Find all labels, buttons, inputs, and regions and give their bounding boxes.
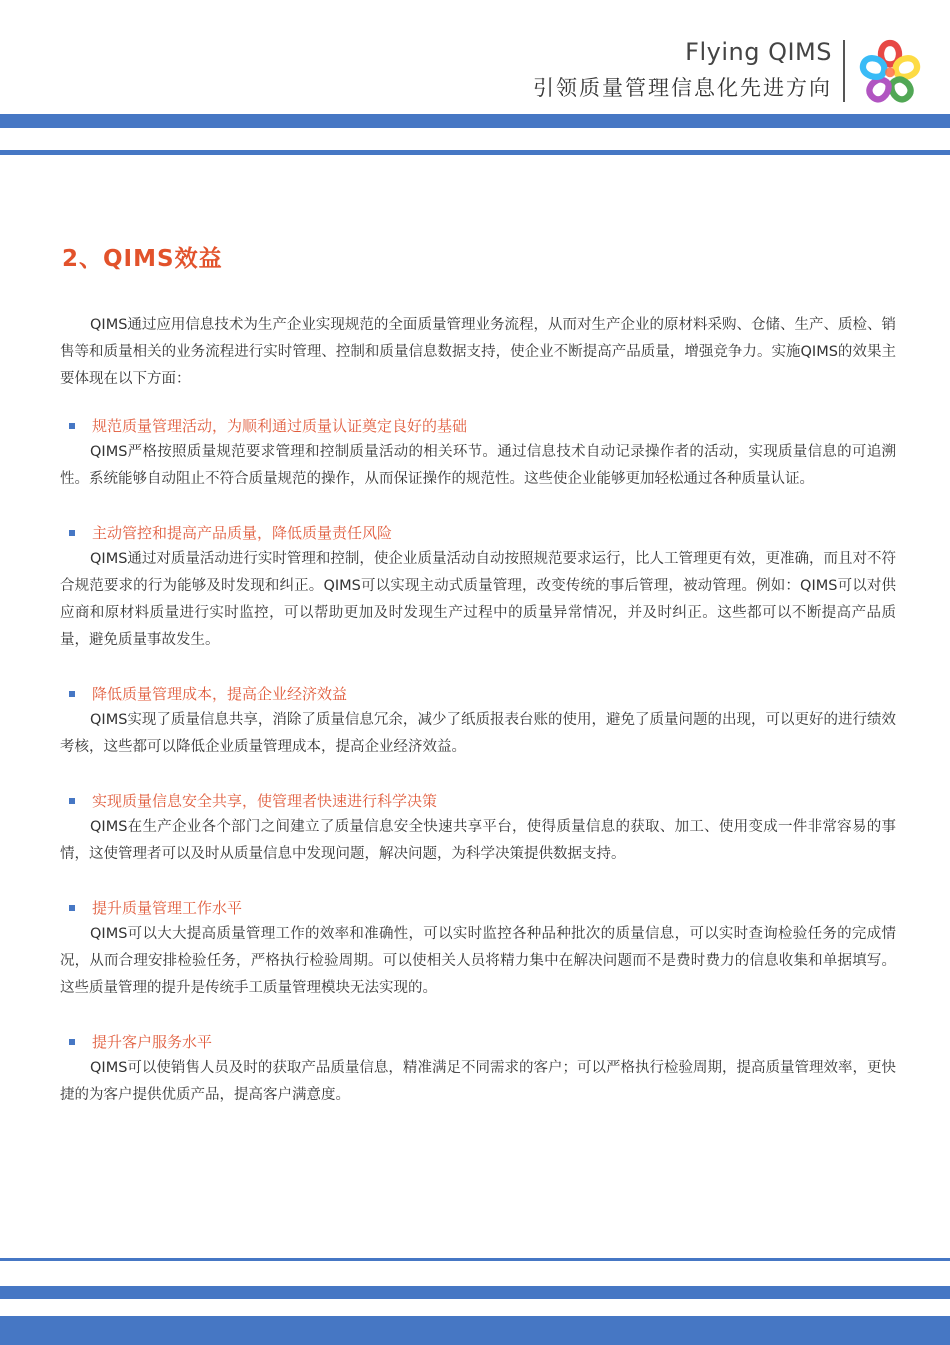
- benefit-item: [60, 681, 896, 761]
- benefit-heading-text: 提升客户服务水平: [92, 1033, 213, 1051]
- benefit-item: [60, 1029, 896, 1109]
- page-header: [0, 0, 950, 160]
- intro-paragraph: QIMS通过应用信息技术为生产企业实现规范的全面质量管理业务流程，从而对生产企业的原材料采购、仓储、生产、质检、销售等和质量相关的业务流程进行实时管理、控制和质量信息数据支持，使企业不断提高产品质量，增强竞争力。实施QIMS的效果主要体现在以下方面：: [60, 317, 896, 387]
- page-footer: [0, 1258, 950, 1345]
- benefit-item: [60, 895, 896, 1002]
- square-bullet-icon: [69, 530, 75, 536]
- benefit-heading-text: 规范质量管理活动，为顺利通过质量认证奠定良好的基础: [92, 417, 468, 435]
- flower-star-logo-icon: [855, 36, 925, 106]
- footer-rule-mid: [0, 1286, 950, 1299]
- benefit-body: QIMS可以使销售人员及时的获取产品质量信息，精准满足不同需求的客户；可以严格执行检验周期，提高质量管理效率，更快捷的为客户提供优质产品，提高客户满意度。: [60, 1060, 896, 1103]
- benefit-item: [60, 788, 896, 868]
- footer-rule-thick: [0, 1316, 950, 1345]
- benefit-heading-text: 降低质量管理成本，提高企业经济效益: [92, 685, 348, 703]
- benefit-heading: [60, 895, 896, 921]
- benefit-heading-text: 提升质量管理工作水平: [92, 899, 243, 917]
- benefit-heading: [60, 413, 896, 439]
- benefit-heading: [60, 788, 896, 814]
- benefit-item: [60, 413, 896, 493]
- square-bullet-icon: [69, 423, 75, 429]
- benefit-heading: [60, 1029, 896, 1055]
- benefit-heading-text: 主动管控和提高产品质量，降低质量责任风险: [92, 524, 393, 542]
- benefit-heading-text: 实现质量信息安全共享，使管理者快速进行科学决策: [92, 792, 438, 810]
- benefit-body: QIMS实现了质量信息共享，消除了质量信息冗余，减少了纸质报表台账的使用，避免了质量问题的出现，可以更好的进行绩效考核，这些都可以降低企业质量管理成本，提高企业经济效益。: [60, 712, 896, 755]
- brand-name-en: Flying QIMS: [685, 38, 832, 66]
- footer-rule-thin: [0, 1258, 950, 1261]
- section-title: 2、QIMS效益: [62, 246, 223, 272]
- square-bullet-icon: [69, 691, 75, 697]
- header-rule-thin: [0, 150, 950, 155]
- square-bullet-icon: [69, 1039, 75, 1045]
- square-bullet-icon: [69, 905, 75, 911]
- benefit-heading: [60, 681, 896, 707]
- brand-divider: [843, 40, 845, 102]
- benefit-item: [60, 520, 896, 654]
- document-body: [60, 312, 896, 1136]
- brand-slogan-cn: 引领质量管理信息化先进方向: [533, 76, 832, 100]
- benefit-body: QIMS严格按照质量规范要求管理和控制质量活动的相关环节。通过信息技术自动记录操作者的活动，实现质量信息的可追溯性。系统能够自动阻止不符合质量规范的操作，从而保证操作的规范性。这些使企业能够更加轻松通过各种质量认证。: [60, 444, 896, 487]
- benefit-body: QIMS在生产企业各个部门之间建立了质量信息安全快速共享平台，使得质量信息的获取、加工、使用变成一件非常容易的事情，这使管理者可以及时从质量信息中发现问题，解决问题，为科学决策提供数据支持。: [60, 819, 896, 862]
- header-rule-thick: [0, 114, 950, 128]
- square-bullet-icon: [69, 798, 75, 804]
- benefit-body: QIMS可以大大提高质量管理工作的效率和准确性，可以实时监控各种品种批次的质量信息，可以实时查询检验任务的完成情况，从而合理安排检验任务，严格执行检验周期。可以使相关人员将精力集中在解决问题而不是费时费力的信息收集和单据填写。这些质量管理的提升是传统手工质量管理模块无法实现的。: [60, 926, 896, 996]
- benefit-body: QIMS通过对质量活动进行实时管理和控制，使企业质量活动自动按照规范要求运行，比人工管理更有效，更准确，而且对不符合规范要求的行为能够及时发现和纠正。QIMS可以实现主动式质量管理，改变传统的事后管理，被动管理。例如：QIMS可以对供应商和原材料质量进行实时监控，可以帮助更加及时发现生产过程中的质量异常情况，并及时纠正。这些都可以不断提高产品质量，避免质量事故发生。: [60, 551, 896, 648]
- benefit-heading: [60, 520, 896, 546]
